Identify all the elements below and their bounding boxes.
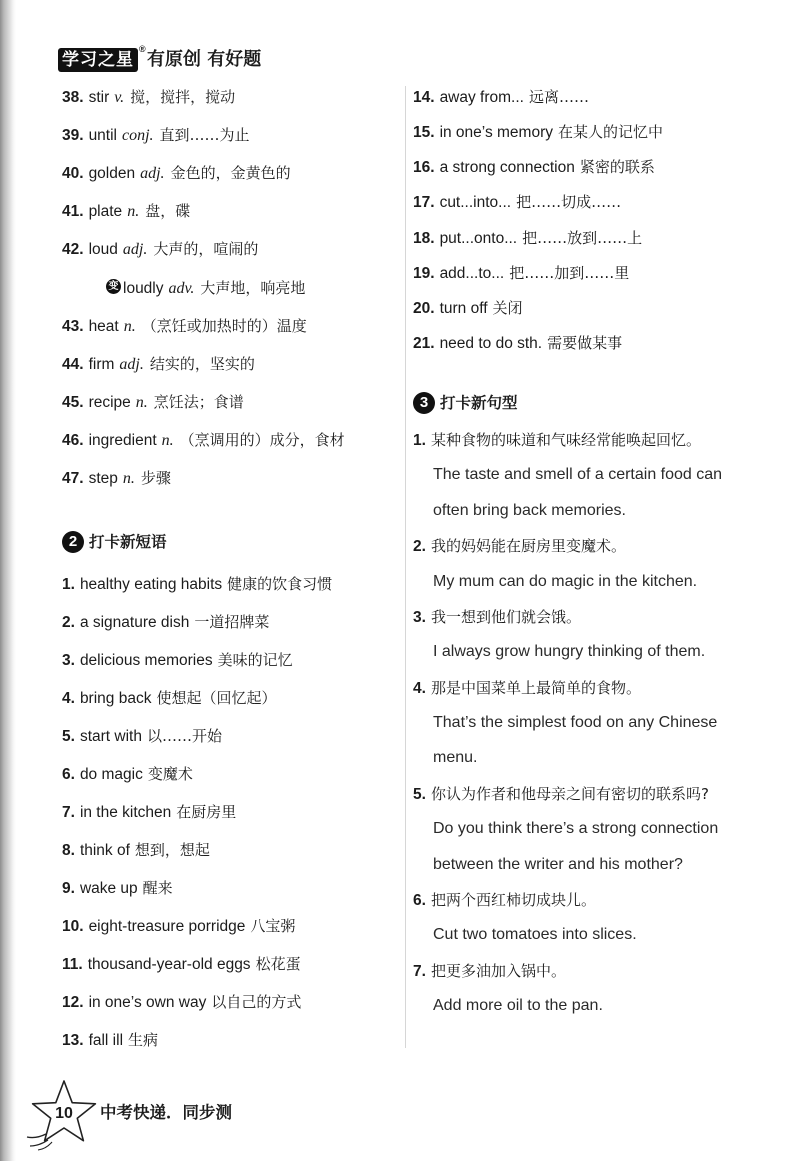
- sentence-chinese: [413, 890, 596, 910]
- phrase-chinese: 关闭: [492, 298, 523, 317]
- entry-number: 46.: [62, 431, 84, 449]
- sentence-chinese: [413, 784, 709, 804]
- entry-word: heat: [88, 317, 119, 335]
- vocab-entry: [62, 354, 255, 374]
- phrase-number: 3.: [62, 652, 75, 669]
- phrase-item: [62, 650, 293, 670]
- phrase-english: think of: [79, 842, 130, 859]
- entry-word: step: [88, 470, 118, 487]
- phrase-item: [62, 802, 236, 822]
- sentence-zh-text: 某种食物的味道和气味经常能唤起回忆。: [430, 431, 701, 449]
- entry-word: firm: [88, 355, 115, 373]
- sentence-chinese: [413, 607, 581, 627]
- phrase-item: [413, 87, 589, 107]
- sentence-chinese: [413, 961, 566, 981]
- phrase-chinese: 八宝粥: [250, 917, 296, 935]
- phrase-english: turn off: [439, 299, 488, 317]
- part-of-speech: adv.: [168, 279, 195, 297]
- sentence-english: [433, 642, 705, 662]
- phrase-chinese: 变魔术: [147, 765, 193, 783]
- entry-meaning: 烹饪法；食谱: [153, 392, 244, 411]
- logo-text: 学习之星: [62, 50, 134, 70]
- sentence-en-line: The taste and smell of a certain food can: [433, 466, 723, 484]
- vocab-entry: [62, 125, 250, 145]
- phrase-chinese: 生病: [128, 1031, 159, 1049]
- sentence-en-line: menu.: [433, 749, 478, 767]
- phrases-section-header: [62, 531, 167, 553]
- phrase-chinese: 健康的饮食习惯: [227, 575, 333, 593]
- sentence-zh-text: 我的妈妈能在厨房里变魔术。: [430, 537, 626, 556]
- phrase-number: 18.: [413, 229, 435, 247]
- vocab-entry: [62, 430, 345, 450]
- entry-word: until: [88, 127, 117, 145]
- phrase-item: [62, 574, 332, 594]
- phrase-item: [413, 298, 523, 318]
- entry-meaning: 直到……为止: [159, 126, 250, 145]
- sentence-number: 3.: [413, 608, 426, 626]
- part-of-speech: n.: [123, 317, 136, 335]
- phrase-number: 15.: [413, 124, 435, 142]
- phrase-item: [62, 688, 276, 708]
- phrase-number: 1.: [62, 576, 75, 593]
- phrase-item: [62, 726, 222, 746]
- phrase-english: in the kitchen: [79, 804, 172, 821]
- vocab-entry: [62, 316, 307, 336]
- vocab-entry: [62, 392, 244, 412]
- entry-meaning: 金色的，金黄色的: [170, 164, 291, 183]
- phrase-item: [62, 992, 301, 1012]
- sentence-english: [433, 996, 603, 1016]
- phrase-english: delicious memories: [79, 652, 213, 669]
- entry-word: stir: [88, 89, 110, 106]
- phrase-item: [62, 764, 193, 784]
- phrase-english: eight-treasure porridge: [88, 918, 246, 935]
- phrase-number: 11.: [62, 956, 83, 973]
- phrase-english: fall ill: [88, 1032, 124, 1049]
- section-title: 打卡新句型: [440, 394, 518, 412]
- sentence-zh-text: 把更多油加入锅中。: [430, 961, 566, 980]
- sentence-chinese: [413, 536, 626, 556]
- entry-meaning: 盘，碟: [145, 202, 191, 221]
- registered-mark: ®: [139, 44, 146, 54]
- sentence-english: [433, 819, 718, 839]
- part-of-speech: conj.: [122, 127, 154, 145]
- part-of-speech: n.: [122, 470, 135, 487]
- part-of-speech: adj.: [119, 355, 144, 373]
- phrase-item: [413, 333, 622, 353]
- phrase-english: need to do sth.: [439, 335, 543, 352]
- entry-number: 39.: [62, 127, 84, 145]
- phrase-item: [413, 192, 621, 212]
- phrase-chinese: 在厨房里: [176, 803, 237, 821]
- sentence-en-line: That’s the simplest food on any Chinese: [433, 714, 718, 731]
- entry-number: 43.: [62, 317, 84, 335]
- sentences-section-header: [413, 392, 518, 414]
- vocab-entry: [62, 87, 235, 107]
- sentence-chinese: [413, 678, 641, 698]
- entry-word: loudly: [123, 279, 164, 297]
- sentence-number: 6.: [413, 891, 426, 909]
- phrase-english: a signature dish: [79, 614, 190, 631]
- variant-entry: [106, 278, 305, 298]
- phrase-english: in one’s own way: [88, 994, 207, 1011]
- phrase-item: [413, 263, 629, 283]
- sentence-english: [433, 748, 477, 768]
- phrase-number: 5.: [62, 728, 75, 745]
- phrase-chinese: 一道招牌菜: [194, 613, 270, 631]
- part-of-speech: adj.: [140, 165, 165, 183]
- vocab-entry: [62, 163, 291, 183]
- entry-number: 40.: [62, 165, 84, 183]
- section-title: 打卡新短语: [89, 533, 167, 551]
- phrase-chinese: 以自己的方式: [211, 993, 302, 1011]
- entry-meaning: 步骤: [140, 469, 171, 487]
- phrase-chinese: 以……开始: [146, 727, 222, 745]
- sentence-number: 2.: [413, 538, 426, 556]
- phrase-chinese: 把……切成……: [516, 193, 622, 212]
- entry-number: 38.: [62, 89, 84, 106]
- phrase-number: 10.: [62, 918, 84, 935]
- footer-title: 中考快递．同步测: [100, 1103, 232, 1122]
- phrase-chinese: 松花蛋: [255, 955, 301, 973]
- entry-meaning: （烹调用的）成分，食材: [179, 430, 345, 449]
- sentence-english: [433, 572, 697, 592]
- phrase-number: 8.: [62, 842, 75, 859]
- entry-number: 44.: [62, 355, 84, 373]
- phrase-number: 6.: [62, 766, 75, 783]
- entry-meaning: （烹饪或加热时的）温度: [141, 316, 307, 335]
- phrase-english: wake up: [79, 880, 138, 897]
- scan-edge: [0, 0, 16, 1161]
- entry-word: ingredient: [88, 431, 157, 449]
- phrase-chinese: 把……加到……里: [509, 263, 630, 282]
- phrase-chinese: 在某人的记忆中: [558, 123, 664, 142]
- phrase-number: 14.: [413, 89, 435, 106]
- phrase-chinese: 美味的记忆: [217, 651, 293, 669]
- phrase-item: [413, 122, 663, 142]
- sentence-zh-text: 那是中国菜单上最简单的食物。: [430, 678, 641, 697]
- part-of-speech: adj.: [122, 241, 148, 259]
- sentence-en-line: Cut two tomatoes into slices.: [433, 926, 637, 944]
- phrase-item: [413, 228, 642, 248]
- sentence-english: [433, 501, 626, 521]
- vocab-entry: [62, 239, 258, 259]
- phrase-chinese: 把……放到……上: [522, 228, 643, 247]
- phrase-number: 4.: [62, 690, 75, 707]
- phrase-item: [62, 1030, 158, 1050]
- part-of-speech: v.: [114, 89, 125, 106]
- sentence-en-line: Do you think there’s a strong connection: [433, 820, 719, 838]
- phrase-number: 7.: [62, 804, 75, 821]
- entry-meaning: 大声地，响亮地: [200, 278, 306, 297]
- phrase-number: 20.: [413, 299, 435, 317]
- part-of-speech: n.: [135, 393, 148, 411]
- phrase-english: add...to...: [439, 264, 505, 282]
- sentence-en-line: I always grow hungry thinking of them.: [433, 643, 706, 661]
- sentence-chinese: [413, 430, 701, 450]
- section-number-badge: 2: [62, 531, 84, 553]
- sentence-en-line: My mum can do magic in the kitchen.: [433, 572, 698, 590]
- entry-number: 47.: [62, 470, 84, 487]
- phrase-english: do magic: [79, 766, 143, 783]
- entry-word: recipe: [88, 393, 131, 411]
- phrase-item: [62, 878, 173, 898]
- phrase-item: [62, 612, 269, 632]
- column-divider: [405, 86, 406, 1048]
- sentence-en-line: between the writer and his mother?: [433, 855, 683, 873]
- sentence-number: 4.: [413, 679, 426, 697]
- entry-word: plate: [88, 203, 123, 221]
- phrase-number: 2.: [62, 614, 75, 631]
- sentence-en-line: often bring back memories.: [433, 501, 626, 519]
- entry-word: golden: [88, 165, 136, 183]
- entry-word: loud: [88, 241, 118, 259]
- variant-badge: 变: [106, 279, 121, 294]
- vocab-entry: [62, 201, 190, 221]
- sentence-english: [433, 855, 683, 875]
- entry-number: 45.: [62, 393, 84, 411]
- entry-meaning: 结实的，坚实的: [149, 354, 255, 373]
- sentence-english: [433, 713, 717, 733]
- sentence-english: [433, 465, 722, 485]
- phrase-english: thousand-year-old eggs: [87, 956, 251, 973]
- phrase-english: in one’s memory: [439, 124, 553, 142]
- phrase-chinese: 紧密的联系: [579, 158, 655, 177]
- sentence-number: 1.: [413, 432, 426, 449]
- header-slogan: 有原创 有好题: [147, 49, 262, 70]
- phrase-english: bring back: [79, 690, 152, 707]
- phrase-number: 16.: [413, 159, 435, 177]
- phrase-english: away from...: [439, 89, 524, 106]
- phrase-number: 13.: [62, 1032, 84, 1049]
- phrase-number: 19.: [413, 264, 435, 282]
- phrase-chinese: 需要做某事: [547, 334, 623, 352]
- phrase-number: 17.: [413, 194, 435, 212]
- phrase-english: start with: [79, 728, 142, 745]
- sentence-english: [433, 925, 637, 945]
- phrase-number: 9.: [62, 880, 75, 897]
- page-number: 10: [55, 1105, 73, 1122]
- entry-number: 41.: [62, 203, 84, 221]
- entry-meaning: 大声的，喧闹的: [153, 240, 259, 259]
- phrase-number: 12.: [62, 994, 84, 1011]
- phrase-item: [62, 840, 210, 860]
- sentence-number: 5.: [413, 785, 426, 803]
- sentence-zh-text: 把两个西红柿切成块儿。: [430, 890, 596, 909]
- sentence-zh-text: 你认为作者和他母亲之间有密切的联系吗?: [430, 784, 709, 803]
- phrase-english: healthy eating habits: [79, 576, 223, 593]
- part-of-speech: n.: [127, 203, 140, 221]
- sentence-zh-text: 我一想到他们就会饿。: [430, 607, 581, 626]
- phrase-chinese: 远离……: [528, 88, 589, 106]
- sentence-en-line: Add more oil to the pan.: [433, 997, 603, 1014]
- brand-logo: [58, 48, 138, 72]
- vocab-entry: [62, 468, 171, 488]
- phrase-chinese: 想到，想起: [134, 841, 210, 859]
- phrase-item: [62, 916, 295, 936]
- entry-number: 42.: [62, 241, 84, 259]
- phrase-item: [413, 157, 655, 177]
- phrase-chinese: 使想起（回忆起）: [156, 689, 277, 707]
- phrase-item: [62, 954, 301, 974]
- part-of-speech: n.: [161, 431, 174, 449]
- phrase-english: put...onto...: [439, 229, 518, 247]
- entry-meaning: 搅，搅拌，搅动: [130, 88, 236, 106]
- phrase-number: 21.: [413, 335, 435, 352]
- sentence-number: 7.: [413, 962, 426, 980]
- phrase-chinese: 醒来: [142, 879, 173, 897]
- phrase-english: a strong connection: [439, 159, 575, 177]
- phrase-english: cut...into...: [439, 194, 512, 212]
- section-number-badge: 3: [413, 392, 435, 414]
